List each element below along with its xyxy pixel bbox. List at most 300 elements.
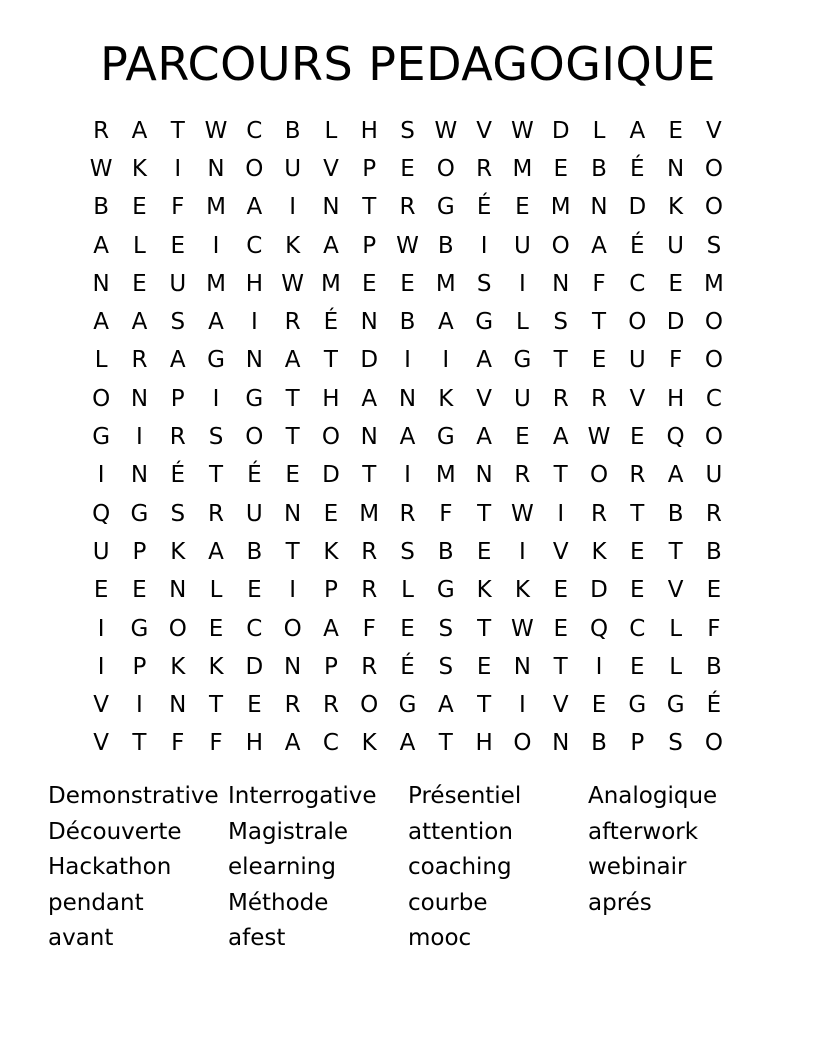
grid-letter: E: [323, 500, 339, 527]
grid-letter: F: [668, 347, 683, 374]
grid-letter: O: [513, 730, 532, 757]
grid-letter: N: [284, 500, 302, 527]
grid-letter: T: [209, 692, 224, 719]
grid-letter: R: [399, 500, 416, 527]
grid-letter: W: [89, 155, 113, 182]
grid-letter: F: [171, 730, 185, 757]
grid-letter: O: [704, 424, 723, 451]
grid-letter: E: [515, 194, 530, 221]
page-title: PARCOURS PEDAGOGIQUE: [100, 37, 716, 91]
grid-letter: K: [361, 730, 377, 757]
grid-letter: R: [322, 692, 339, 719]
word-list-item: elearning: [228, 854, 336, 880]
grid-letter: P: [132, 538, 147, 565]
word-list-item: afest: [228, 925, 286, 951]
grid-letter: I: [404, 347, 411, 374]
word-list-item: Découverte: [48, 818, 182, 845]
grid-letter: S: [438, 615, 454, 642]
grid-letter: É: [476, 194, 492, 221]
grid-letter: M: [703, 270, 724, 297]
grid-letter: N: [360, 309, 378, 336]
grid-letter: G: [666, 692, 685, 719]
grid-letter: I: [250, 309, 258, 336]
grid-letter: T: [285, 538, 300, 565]
grid-letter: A: [591, 232, 607, 259]
grid-letter: I: [595, 653, 603, 680]
grid-letter: K: [591, 538, 607, 565]
grid-letter: N: [513, 653, 532, 680]
grid-letter: I: [97, 653, 105, 680]
grid-letter: B: [437, 232, 454, 259]
grid-letter: L: [592, 117, 606, 144]
grid-letter: P: [132, 653, 147, 680]
grid-letter: W: [511, 117, 534, 144]
grid-letter: N: [169, 692, 187, 719]
grid-letter: P: [323, 577, 338, 604]
grid-letter: N: [92, 270, 110, 297]
grid-letter: S: [170, 500, 186, 527]
grid-letter: U: [628, 347, 646, 374]
grid-letter: I: [289, 577, 297, 604]
grid-letter: O: [168, 615, 187, 642]
grid-letter: V: [552, 538, 569, 565]
grid-letter: K: [323, 538, 339, 565]
grid-letter: T: [553, 653, 568, 680]
grid-letter: R: [93, 117, 110, 144]
grid-letter: H: [666, 385, 685, 412]
grid-letter: B: [437, 538, 454, 565]
grid-letter: C: [629, 615, 646, 642]
grid-letter: C: [322, 730, 339, 757]
grid-letter: A: [437, 309, 454, 336]
grid-letter: L: [669, 615, 683, 642]
grid-letter: M: [550, 194, 571, 221]
grid-letter: T: [362, 194, 377, 221]
grid-letter: M: [435, 270, 456, 297]
grid-letter: L: [94, 347, 108, 374]
grid-letter: É: [323, 309, 339, 336]
grid-letter: A: [476, 347, 492, 374]
grid-letter: R: [361, 653, 378, 680]
grid-letter: E: [285, 462, 300, 489]
grid-letter: T: [285, 424, 300, 451]
grid-letter: É: [170, 462, 186, 489]
grid-letter: G: [130, 500, 149, 527]
grid-letter: K: [476, 577, 492, 604]
word-list: [48, 779, 788, 957]
grid-letter: I: [136, 424, 143, 451]
grid-letter: L: [669, 653, 683, 680]
grid-letter: G: [436, 424, 455, 451]
word-list-column: [588, 779, 768, 957]
grid-letter: É: [706, 692, 722, 719]
word-list-item: afterwork: [588, 818, 699, 845]
grid-letter: F: [592, 270, 606, 297]
grid-letter: E: [132, 270, 147, 297]
grid-letter: E: [132, 577, 147, 604]
grid-letter: A: [131, 309, 148, 336]
grid-letter: R: [361, 538, 378, 565]
grid-letter: C: [246, 232, 263, 259]
grid-letter: E: [476, 538, 492, 565]
grid-letter: T: [477, 500, 492, 527]
grid-letter: G: [245, 385, 264, 412]
grid-letter: R: [131, 347, 148, 374]
grid-letter: I: [519, 692, 526, 719]
grid-letter: A: [399, 424, 416, 451]
word-list-item: avant: [48, 925, 114, 951]
grid-letter: B: [246, 538, 263, 565]
grid-letter: D: [628, 194, 647, 221]
word-list-item: Présentiel: [408, 783, 522, 809]
grid-letter: G: [628, 692, 647, 719]
letter-grid: [82, 112, 733, 763]
grid-letter: L: [401, 577, 414, 604]
grid-letter: D: [360, 347, 379, 374]
grid-letter: E: [247, 577, 262, 604]
grid-letter: I: [557, 500, 565, 527]
grid-letter: N: [130, 385, 149, 412]
grid-letter: O: [245, 424, 264, 451]
grid-letter: I: [212, 232, 220, 259]
grid-letter: O: [321, 424, 340, 451]
grid-letter: T: [668, 538, 683, 565]
grid-letter: S: [668, 730, 683, 757]
grid-letter: L: [209, 577, 223, 604]
grid-letter: P: [630, 730, 645, 757]
word-list-item: attention: [408, 818, 513, 845]
grid-letter: P: [323, 653, 338, 680]
grid-letter: G: [513, 347, 532, 374]
grid-letter: G: [130, 615, 149, 642]
grid-letter: T: [209, 462, 224, 489]
grid-letter: I: [136, 692, 143, 719]
grid-letter: H: [360, 117, 378, 144]
grid-letter: E: [668, 117, 683, 144]
grid-letter: W: [204, 117, 228, 144]
grid-letter: I: [212, 385, 220, 412]
grid-letter: V: [476, 385, 492, 412]
grid-letter: E: [630, 538, 645, 565]
grid-letter: M: [206, 270, 226, 297]
grid-letter: U: [667, 232, 685, 259]
grid-letter: K: [131, 155, 147, 182]
grid-letter: R: [399, 194, 416, 221]
grid-letter: T: [438, 730, 453, 757]
grid-letter: R: [361, 577, 378, 604]
grid-letter: N: [360, 424, 378, 451]
grid-letter: H: [322, 385, 340, 412]
grid-letter: A: [131, 117, 148, 144]
grid-letter: I: [480, 232, 488, 259]
grid-letter: E: [208, 615, 224, 642]
grid-letter: T: [477, 615, 492, 642]
grid-letter: V: [667, 577, 684, 604]
grid-letter: T: [132, 730, 147, 757]
grid-letter: K: [438, 385, 454, 412]
grid-letter: O: [360, 692, 379, 719]
grid-letter: W: [511, 500, 534, 527]
grid-letter: O: [283, 615, 302, 642]
grid-letter: S: [208, 424, 224, 451]
grid-letter: N: [666, 155, 685, 182]
grid-letter: T: [323, 347, 338, 374]
word-list-item: aprés: [588, 889, 652, 916]
grid-letter: F: [362, 615, 376, 642]
grid-letter: A: [284, 347, 301, 374]
grid-letter: E: [630, 577, 645, 604]
grid-letter: O: [704, 309, 723, 336]
grid-letter: E: [400, 155, 415, 182]
grid-letter: V: [629, 385, 646, 412]
grid-letter: R: [169, 424, 186, 451]
grid-letter: M: [512, 155, 533, 182]
grid-letter: É: [630, 155, 645, 182]
grid-letter: T: [477, 692, 492, 719]
grid-letter: É: [247, 462, 262, 489]
grid-letter: S: [438, 653, 454, 680]
grid-letter: B: [399, 309, 416, 336]
grid-letter: F: [209, 730, 223, 757]
grid-letter: E: [553, 155, 568, 182]
grid-letter: R: [284, 309, 301, 336]
grid-letter: E: [706, 577, 722, 604]
grid-letter: I: [97, 615, 105, 642]
grid-letter: W: [281, 270, 304, 297]
grid-letter: G: [398, 692, 417, 719]
grid-letter: L: [324, 117, 338, 144]
grid-letter: E: [591, 692, 607, 719]
grid-letter: O: [628, 309, 647, 336]
grid-letter: A: [361, 385, 378, 412]
grid-letter: D: [590, 577, 608, 604]
grid-letter: G: [92, 424, 111, 451]
word-list-item: Interrogative: [228, 783, 377, 809]
grid-letter: A: [323, 232, 339, 259]
grid-letter: T: [553, 347, 568, 374]
word-list-item: Analogique: [588, 783, 718, 809]
grid-letter: D: [551, 117, 570, 144]
grid-letter: T: [630, 500, 645, 527]
grid-letter: C: [246, 117, 263, 144]
grid-letter: E: [553, 577, 568, 604]
grid-letter: K: [208, 653, 224, 680]
grid-letter: Q: [92, 500, 111, 527]
grid-letter: C: [246, 615, 263, 642]
grid-letter: E: [170, 232, 186, 259]
grid-letter: B: [591, 730, 607, 757]
grid-letter: É: [400, 653, 415, 680]
word-list-column: [48, 779, 228, 957]
grid-letter: H: [245, 730, 263, 757]
grid-letter: T: [591, 309, 607, 336]
grid-letter: S: [170, 309, 186, 336]
grid-letter: M: [321, 270, 341, 297]
grid-letter: P: [170, 385, 185, 412]
grid-letter: R: [476, 155, 493, 182]
grid-letter: T: [285, 385, 300, 412]
grid-letter: S: [476, 270, 492, 297]
grid-letter: A: [284, 730, 301, 757]
grid-letter: Q: [589, 615, 609, 642]
grid-letter: V: [476, 117, 492, 144]
grid-letter: N: [475, 462, 493, 489]
grid-letter: K: [285, 232, 301, 259]
grid-letter: W: [434, 117, 458, 144]
grid-letter: R: [208, 500, 225, 527]
grid-letter: O: [704, 155, 723, 182]
grid-letter: N: [590, 194, 608, 221]
word-list-item: pendant: [48, 889, 144, 916]
grid-letter: H: [475, 730, 493, 757]
grid-letter: R: [705, 500, 722, 527]
word-list-column: [228, 779, 408, 957]
grid-letter: K: [514, 577, 530, 604]
grid-letter: E: [630, 424, 645, 451]
grid-letter: C: [705, 385, 722, 412]
grid-letter: S: [400, 538, 415, 565]
grid-letter: B: [284, 117, 301, 144]
grid-letter: A: [208, 309, 224, 336]
grid-letter: P: [362, 155, 377, 182]
grid-letter: E: [361, 270, 377, 297]
grid-letter: F: [439, 500, 453, 527]
grid-letter: G: [475, 309, 494, 336]
grid-letter: A: [246, 194, 263, 221]
grid-letter: R: [591, 385, 607, 412]
grid-letter: C: [629, 270, 646, 297]
word-list-item: Magistrale: [228, 818, 349, 845]
grid-letter: G: [436, 577, 455, 604]
grid-letter: S: [553, 309, 569, 336]
grid-letter: E: [515, 424, 530, 451]
grid-letter: W: [396, 232, 419, 259]
grid-letter: V: [93, 692, 110, 719]
grid-letter: S: [706, 232, 722, 259]
word-list-item: Hackathon: [48, 854, 172, 880]
grid-letter: V: [552, 692, 569, 719]
grid-letter: V: [323, 155, 339, 182]
grid-letter: U: [245, 500, 263, 527]
grid-letter: T: [553, 462, 568, 489]
grid-letter: T: [362, 462, 377, 489]
grid-letter: I: [519, 270, 526, 297]
grid-letter: G: [436, 194, 455, 221]
grid-letter: F: [171, 194, 185, 221]
grid-letter: O: [589, 462, 609, 489]
grid-letter: U: [513, 232, 531, 259]
grid-letter: M: [359, 500, 380, 527]
grid-letter: A: [323, 615, 339, 642]
grid-letter: I: [442, 347, 450, 374]
grid-letter: V: [93, 730, 110, 757]
grid-letter: O: [92, 385, 111, 412]
grid-letter: N: [284, 653, 302, 680]
grid-letter: D: [322, 462, 340, 489]
grid-letter: N: [322, 194, 340, 221]
grid-letter: B: [706, 538, 722, 565]
grid-letter: D: [245, 653, 264, 680]
grid-letter: E: [400, 270, 415, 297]
grid-letter: I: [519, 538, 526, 565]
grid-letter: U: [169, 270, 187, 297]
grid-letter: É: [630, 232, 645, 259]
grid-letter: B: [93, 194, 110, 221]
grid-letter: K: [170, 653, 186, 680]
grid-letter: E: [630, 653, 645, 680]
grid-letter: O: [551, 232, 570, 259]
grid-letter: A: [208, 538, 224, 565]
grid-letter: O: [704, 347, 723, 374]
word-list-item: mooc: [408, 925, 472, 951]
grid-letter: B: [667, 500, 684, 527]
grid-letter: I: [289, 194, 297, 221]
grid-letter: A: [437, 692, 454, 719]
grid-letter: P: [362, 232, 377, 259]
grid-letter: N: [245, 347, 263, 374]
word-list-column: [408, 779, 588, 957]
grid-letter: G: [207, 347, 225, 374]
grid-letter: E: [668, 270, 683, 297]
grid-letter: A: [399, 730, 416, 757]
grid-letter: R: [552, 385, 569, 412]
grid-letter: W: [587, 424, 611, 451]
grid-letter: O: [704, 730, 723, 757]
grid-letter: A: [629, 117, 646, 144]
grid-letter: E: [93, 577, 109, 604]
grid-letter: N: [207, 155, 225, 182]
grid-letter: I: [97, 462, 105, 489]
grid-letter: U: [705, 462, 723, 489]
grid-letter: U: [284, 155, 302, 182]
grid-letter: E: [132, 194, 147, 221]
grid-letter: I: [404, 462, 411, 489]
grid-letter: E: [247, 692, 262, 719]
grid-letter: R: [629, 462, 646, 489]
grid-letter: E: [400, 615, 415, 642]
grid-letter: K: [668, 194, 684, 221]
grid-letter: N: [552, 730, 570, 757]
grid-letter: D: [666, 309, 685, 336]
grid-letter: A: [552, 424, 569, 451]
grid-letter: H: [245, 270, 263, 297]
word-list-item: courbe: [408, 889, 488, 916]
grid-letter: L: [516, 309, 529, 336]
grid-letter: O: [704, 194, 723, 221]
grid-letter: B: [591, 155, 607, 182]
grid-letter: N: [552, 270, 570, 297]
grid-letter: S: [400, 117, 415, 144]
grid-letter: N: [130, 462, 149, 489]
grid-letter: B: [706, 653, 722, 680]
grid-letter: K: [170, 538, 186, 565]
grid-letter: M: [435, 462, 456, 489]
grid-letter: U: [513, 385, 531, 412]
grid-letter: O: [245, 155, 264, 182]
grid-letter: R: [284, 692, 301, 719]
grid-letter: N: [169, 577, 187, 604]
word-list-item: coaching: [408, 854, 512, 880]
grid-letter: I: [174, 155, 182, 182]
grid-letter: E: [476, 653, 492, 680]
grid-letter: A: [476, 424, 492, 451]
grid-letter: N: [398, 385, 417, 412]
grid-letter: T: [170, 117, 185, 144]
grid-letter: V: [706, 117, 722, 144]
grid-letter: M: [206, 194, 226, 221]
grid-letter: A: [169, 347, 186, 374]
grid-letter: A: [93, 232, 110, 259]
